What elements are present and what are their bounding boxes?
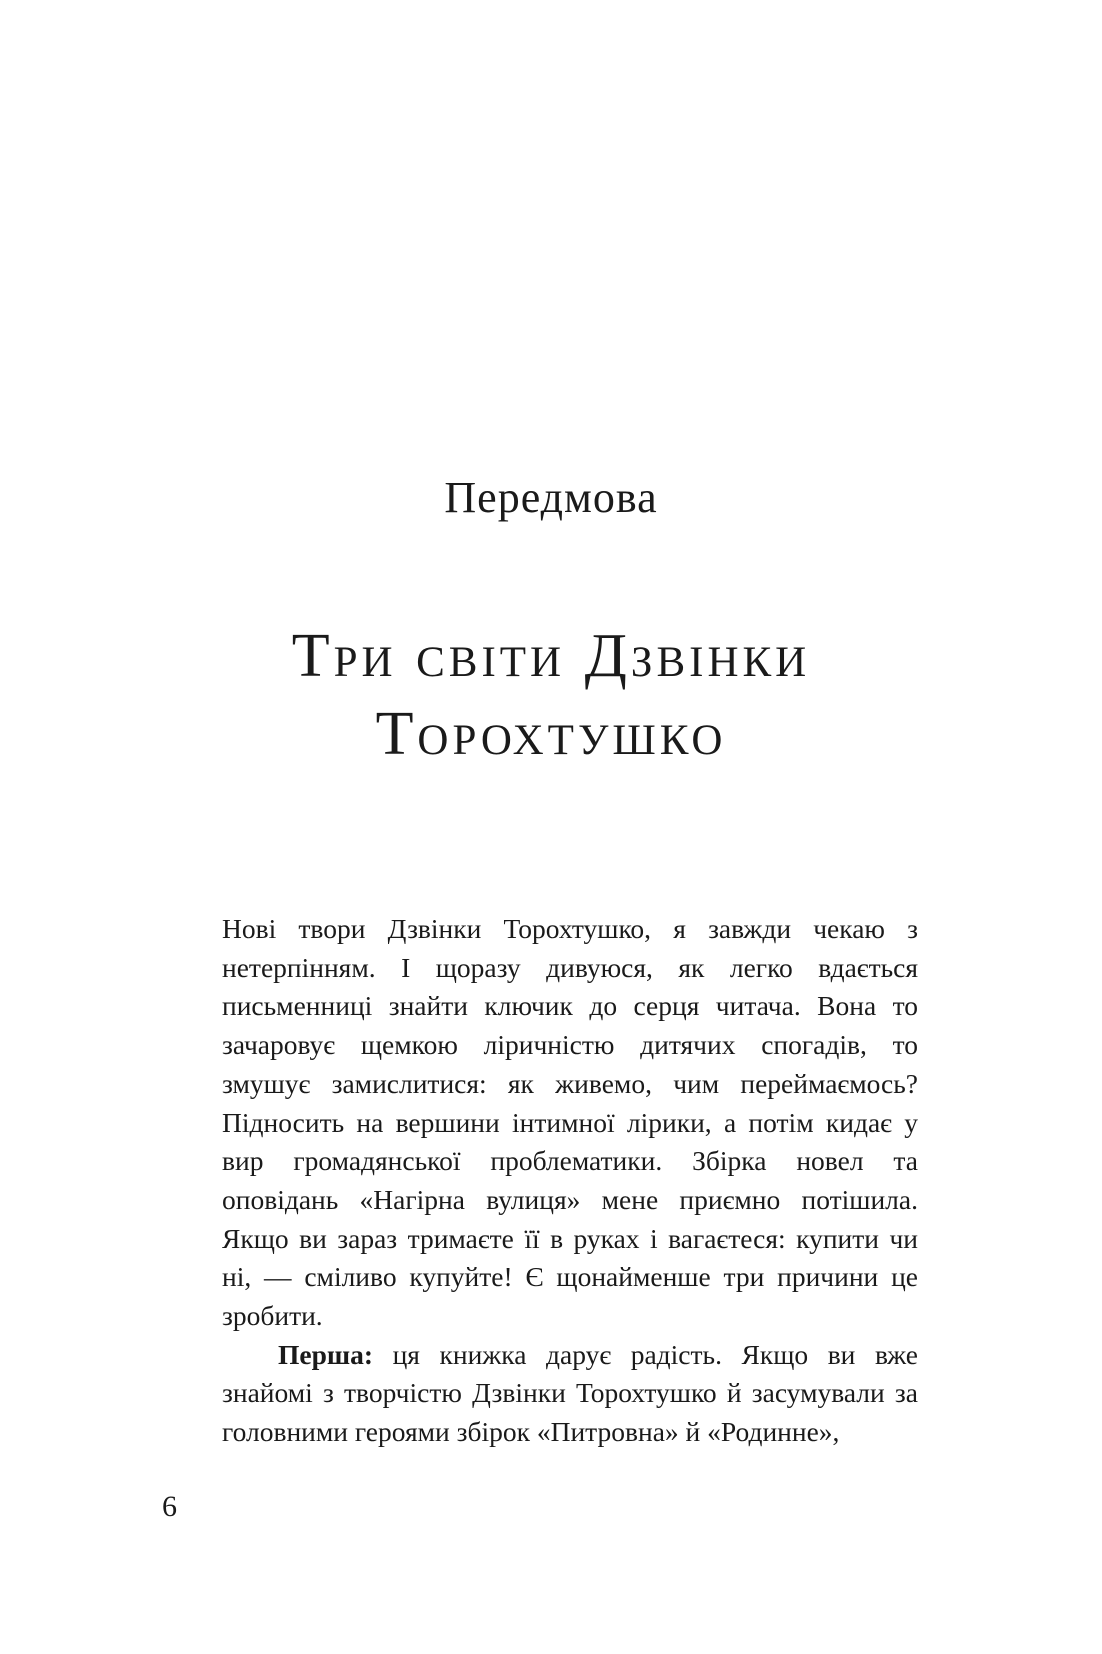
- paragraph-2-lead: Перша:: [278, 1338, 374, 1370]
- chapter-title: [0, 617, 1102, 773]
- chapter-title-line-2: Торохтушко: [375, 699, 727, 768]
- body-text: [222, 910, 918, 1452]
- page-number: 6: [162, 1490, 177, 1523]
- chapter-title-line-1: Три світи Дзвінки: [291, 621, 811, 690]
- paragraph-2: [222, 1336, 918, 1452]
- paragraph-2-text: ця книжка дарує радість. Якщо ви вже знайомі з творчістю Дзвінки Торохтушко й засумували за головними героями збірок «Питровна» й «Родинне»,: [222, 1338, 918, 1448]
- section-label: Передмова: [444, 473, 658, 522]
- paragraph-1: Нові твори Дзвінки Торохтушко, я завжди чекаю з нетерпінням. І щоразу дивуюся, як легко вдається письменниці знайти ключик до серця читача. Вона то зачаровує щемкою ліричністю дитячих спогадів, то змушує замислитися: як живемо, чим переймаємось? Підносить на вершини інтимної лірики, а потім кидає у вир громадянської проблематики. Збірка новел та оповідань «Нагірна вулиця» мене приємно потішила. Якщо ви зараз тримаєте її в руках і вагаєтеся: купити чи ні, — сміливо купуйте! Є щонайменше три причини це зробити.: [222, 913, 918, 1332]
